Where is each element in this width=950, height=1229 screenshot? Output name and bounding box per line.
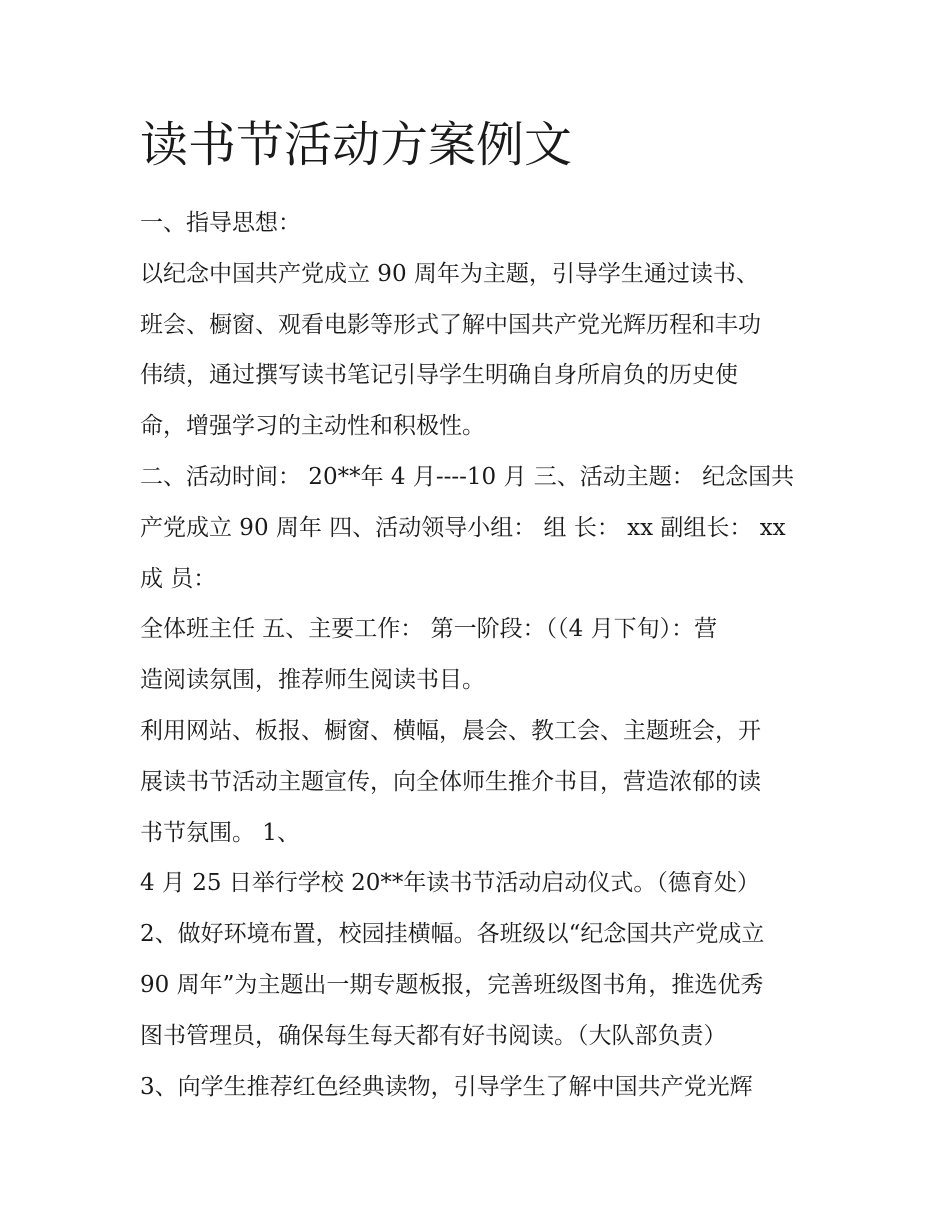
text-line: 伟绩，通过撰写读书笔记引导学生明确自身所肩负的历史使 — [140, 362, 738, 389]
document-title: 读书节活动方案例文 — [140, 117, 573, 173]
text-line: 以纪念中国共产党成立 90 周年为主题，引导学生通过读书、 — [140, 260, 759, 287]
text-line: 书节氛围。 1、 — [140, 819, 300, 846]
text-line: 3、向学生推荐红色经典读物，引导学生了解中国共产党光辉 — [140, 1073, 753, 1100]
text-line: 班会、橱窗、观看电影等形式了解中国共产党光辉历程和丰功 — [140, 311, 761, 338]
text-line: 4 月 25 日举行学校 20**年读书节活动启动仪式。（德育处） — [140, 870, 760, 897]
text-line: 利用网站、板报、橱窗、横幅，晨会、教工会、主题班会，开 — [140, 717, 761, 744]
text-line: 2、做好环境布置，校园挂横幅。各班级以“纪念国共产党成立 — [140, 921, 765, 948]
document-body — [140, 198, 820, 1112]
text-line: 展读书节活动主题宣传，向全体师生推介书目，营造浓郁的读 — [140, 768, 761, 795]
text-line: 二、活动时间： 20**年 4 月----10 月 三、活动主题： 纪念国共 — [140, 463, 795, 490]
text-line: 造阅读氛围，推荐师生阅读书目。 — [140, 667, 485, 694]
text-line: 成 员： — [140, 565, 217, 592]
text-line: 产党成立 90 周年 四、活动领导小组： 组 长： xx 副组长： xx — [140, 514, 786, 541]
text-line: 90 周年”为主题出一期专题板报，完善班级图书角，推选优秀 — [140, 971, 764, 998]
text-line: 全体班主任 五、主要工作： 第一阶段：（（4 月下旬）：营 — [140, 616, 718, 643]
text-line: 图书管理员，确保每生每天都有好书阅读。（大队部负责） — [140, 1022, 727, 1049]
text-line: 一、指导思想： — [140, 210, 301, 236]
text-line: 命，增强学习的主动性和积极性。 — [140, 413, 485, 440]
